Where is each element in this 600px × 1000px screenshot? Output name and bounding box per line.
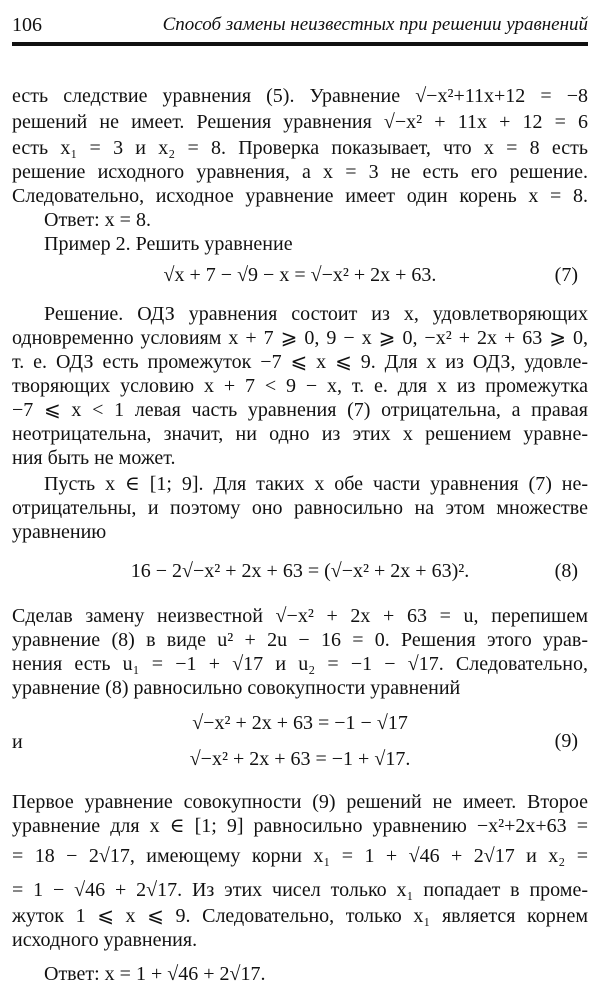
text-line: решение исходного уравнения, а x = 3 не есть его решение. xyxy=(12,161,588,183)
text-line: Решение. ОДЗ уравнения состоит из x, удовлетворяющих xyxy=(44,303,588,325)
page-number: 106 xyxy=(12,14,42,36)
text-line: нения есть u₁ = −1 + √17 и u₂ = −1 − √17. Следовательно, xyxy=(12,653,588,675)
header-rule xyxy=(12,42,588,46)
equation-9b: √−x² + 2x + 63 = −1 + √17. xyxy=(189,748,411,770)
text-line: жуток 1 ⩽ x ⩽ 9. Следовательно, только x₁ является корнем xyxy=(12,905,588,927)
text-line: Следовательно, исходное уравнение имеет один корень x = 8. xyxy=(12,185,588,207)
text-line: т. е. ОДЗ есть промежуток −7 ⩽ x ⩽ 9. Для x из ОДЗ, удовле- xyxy=(12,351,588,373)
text-line: уравнение (8) равносильно совокупности уравнений xyxy=(12,677,461,699)
equation-number: (9) xyxy=(554,730,578,752)
example-heading: Пример 2. Решить уравнение xyxy=(44,233,293,255)
equation-9a: √−x² + 2x + 63 = −1 − √17 xyxy=(192,712,408,734)
text-line: есть следствие уравнения (5). Уравнение √−x²+11x+12 = −8 xyxy=(12,85,588,107)
text-line: Первое уравнение совокупности (9) решений не имеет. Второе xyxy=(12,791,588,813)
text-line: = 1 − √46 + 2√17. Из этих чисел только x₁ попадает в проме- xyxy=(12,879,588,901)
page-header xyxy=(12,10,588,40)
text-line: уравнению xyxy=(12,521,107,543)
answer-line: Ответ: x = 8. xyxy=(44,209,151,231)
text-line: одновременно условиям x + 7 ⩾ 0, 9 − x ⩾ 0, −x² + 2x + 63 ⩾ 0, xyxy=(12,327,588,349)
text-line: = 18 − 2√17, имеющему корни x₁ = 1 + √46 + 2√17 и x₂ = xyxy=(12,845,588,867)
text-line: Пусть x ∈ [1; 9]. Для таких x обе части уравнения (7) не- xyxy=(44,473,588,495)
equation-7: √x + 7 − √9 − x = √−x² + 2x + 63. xyxy=(163,264,437,286)
text-line: неотрицательна, значит, ни одно из этих x решением уравне- xyxy=(12,423,588,445)
running-title: Способ замены неизвестных при решении уравнений xyxy=(162,14,588,35)
text-line: творяющих условию x + 7 < 9 − x, т. е. для x из промежутка xyxy=(12,375,588,397)
text-line: −7 ⩽ x < 1 левая часть уравнения (7) отрицательна, а правая xyxy=(12,399,588,421)
text-line: отрицательны, и поэтому оно равносильно на этом множестве xyxy=(12,497,588,519)
equation-8: 16 − 2√−x² + 2x + 63 = (√−x² + 2x + 63)². xyxy=(130,560,470,582)
text-line: исходного уравнения. xyxy=(12,929,198,951)
text-line: уравнение (8) в виде u² + 2u − 16 = 0. Решения этого урав- xyxy=(12,629,588,651)
text-line: уравнение для x ∈ [1; 9] равносильно уравнению −x²+2x+63 = xyxy=(12,815,588,837)
equation-number: (8) xyxy=(554,560,578,582)
answer-line: Ответ: x = 1 + √46 + 2√17. xyxy=(44,963,266,985)
text-line: есть x₁ = 3 и x₂ = 8. Проверка показывает, что x = 8 есть xyxy=(12,137,588,159)
conjunction-and: и xyxy=(12,731,23,753)
text-line: Сделав замену неизвестной √−x² + 2x + 63 = u, перепишем xyxy=(12,605,588,627)
equation-number: (7) xyxy=(554,264,578,286)
text-line: решений не имеет. Решения уравнения √−x² + 11x + 12 = 6 xyxy=(12,111,588,133)
text-line: ния быть не может. xyxy=(12,447,176,469)
